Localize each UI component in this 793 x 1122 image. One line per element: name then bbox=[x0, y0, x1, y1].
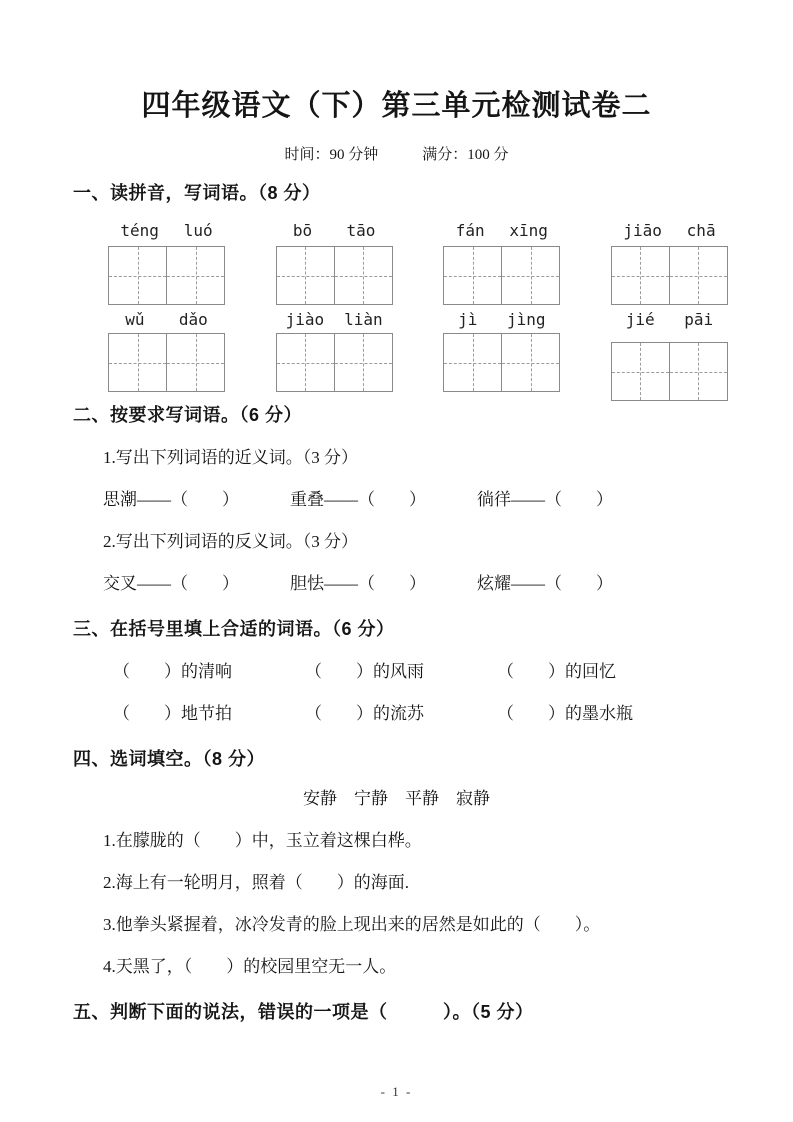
pinyin-label bbox=[108, 220, 225, 242]
fill-phrase: （ ）的流苏 bbox=[305, 704, 424, 723]
antonym-item: 炫耀——（ ） bbox=[477, 574, 613, 593]
word-bank: 安静 宁静 平静 寂静 bbox=[303, 789, 490, 808]
fill-phrase: （ ）的回忆 bbox=[497, 662, 616, 681]
pinyin-syllable: chā bbox=[686, 221, 716, 240]
meta-score: 满分：100 分 bbox=[422, 147, 509, 163]
pinyin-syllable: dǎo bbox=[178, 310, 208, 329]
pinyin-syllable: jiāo bbox=[623, 221, 662, 240]
antonym-item: 胆怯——（ ） bbox=[290, 574, 426, 593]
pinyin-syllable: téng bbox=[120, 221, 159, 240]
pinyin-label bbox=[108, 309, 225, 331]
writing-grid[interactable] bbox=[108, 333, 225, 392]
pinyin-syllable: jiào bbox=[285, 310, 325, 329]
writing-cell bbox=[612, 343, 669, 400]
fill-phrase: （ ）的清响 bbox=[113, 662, 232, 681]
page-content bbox=[0, 86, 793, 1025]
writing-grid[interactable] bbox=[276, 246, 393, 305]
writing-cell bbox=[277, 247, 334, 304]
writing-cell bbox=[501, 247, 559, 304]
writing-cell bbox=[444, 334, 501, 391]
pinyin-syllable: wǔ bbox=[125, 310, 145, 329]
writing-cell bbox=[166, 334, 224, 391]
pinyin-label bbox=[443, 309, 560, 331]
writing-cell bbox=[277, 334, 334, 391]
paper-meta bbox=[73, 144, 720, 166]
question-4: 4.天黑了，（ ）的校园里空无一人。 bbox=[103, 957, 397, 976]
question-3: 3.他拳头紧握着，冰冷发青的脸上现出来的居然是如此的（ ）。 bbox=[103, 915, 601, 934]
page-title: 四年级语文（下）第三单元检测试卷二 bbox=[141, 90, 652, 122]
pinyin-syllable: jìng bbox=[506, 310, 546, 329]
section-4-heading: 四、选词填空。（8 分） bbox=[73, 749, 266, 769]
fill-phrase-line-2 bbox=[113, 702, 720, 726]
pinyin-word-column-2 bbox=[276, 220, 393, 392]
writing-cell bbox=[109, 247, 166, 304]
pinyin-syllable: luó bbox=[183, 221, 213, 240]
pinyin-syllable: liàn bbox=[344, 310, 383, 329]
pinyin-syllable: bō bbox=[292, 221, 313, 240]
section-2-sub1: 1.写出下列词语的近义词。（3 分） bbox=[103, 448, 358, 467]
pinyin-label bbox=[276, 309, 393, 331]
writing-cell bbox=[669, 343, 727, 400]
pinyin-syllable: xīng bbox=[509, 221, 548, 240]
question-1: 1.在朦胧的（ ）中，玉立着这棵白桦。 bbox=[103, 831, 422, 850]
writing-cell bbox=[334, 247, 392, 304]
writing-grid[interactable] bbox=[108, 246, 225, 305]
writing-cell bbox=[166, 247, 224, 304]
fill-phrase: （ ）的风雨 bbox=[305, 662, 424, 681]
writing-cell bbox=[109, 334, 166, 391]
pinyin-label bbox=[276, 220, 393, 242]
fill-phrase: （ ）的墨水瓶 bbox=[497, 704, 633, 723]
writing-grid[interactable] bbox=[276, 333, 393, 392]
section-1-heading: 一、读拼音，写词语。（8 分） bbox=[73, 183, 321, 203]
writing-grid[interactable] bbox=[443, 246, 560, 305]
writing-cell bbox=[612, 247, 669, 304]
synonym-item: 徜徉——（ ） bbox=[477, 490, 613, 509]
pinyin-syllable: tāo bbox=[346, 221, 376, 240]
pinyin-syllable: jì bbox=[458, 310, 478, 329]
pinyin-label bbox=[611, 309, 728, 331]
section-2-sub2: 2.写出下列词语的反义词。（3 分） bbox=[103, 532, 358, 551]
writing-cell bbox=[334, 334, 392, 391]
writing-cell bbox=[444, 247, 501, 304]
writing-grid[interactable] bbox=[611, 246, 728, 305]
pinyin-syllable: fán bbox=[455, 221, 485, 240]
writing-grid[interactable] bbox=[443, 333, 560, 392]
synonym-item: 思潮——（ ） bbox=[103, 490, 239, 509]
synonym-line bbox=[103, 488, 720, 512]
pinyin-word-column-1 bbox=[108, 220, 225, 392]
section-5-heading: 五、判断下面的说法，错误的一项是（ ）。（5 分） bbox=[73, 1002, 534, 1022]
pinyin-syllable: pāi bbox=[684, 310, 714, 329]
antonym-line bbox=[103, 572, 720, 596]
synonym-item: 重叠——（ ） bbox=[290, 490, 426, 509]
writing-grid[interactable] bbox=[611, 342, 728, 401]
section-2-heading: 二、按要求写词语。（6 分） bbox=[73, 405, 303, 425]
pinyin-word-column-3 bbox=[443, 220, 560, 392]
pinyin-syllable: jié bbox=[625, 310, 655, 329]
writing-cell bbox=[501, 334, 559, 391]
meta-time: 时间：90 分钟 bbox=[284, 147, 379, 163]
section-3-heading: 三、在括号里填上合适的词语。（6 分） bbox=[73, 619, 395, 639]
pinyin-label bbox=[611, 220, 728, 242]
question-2: 2.海上有一轮明月，照着（ ）的海面. bbox=[103, 873, 409, 892]
fill-phrase-line-1 bbox=[113, 660, 720, 684]
pinyin-word-column-4 bbox=[611, 220, 728, 392]
antonym-item: 交叉——（ ） bbox=[103, 574, 239, 593]
pinyin-label bbox=[443, 220, 560, 242]
page-number: - 1 - bbox=[380, 1084, 413, 1099]
pinyin-grid-block bbox=[108, 220, 728, 392]
writing-cell bbox=[669, 247, 727, 304]
fill-phrase: （ ）地节拍 bbox=[113, 704, 232, 723]
